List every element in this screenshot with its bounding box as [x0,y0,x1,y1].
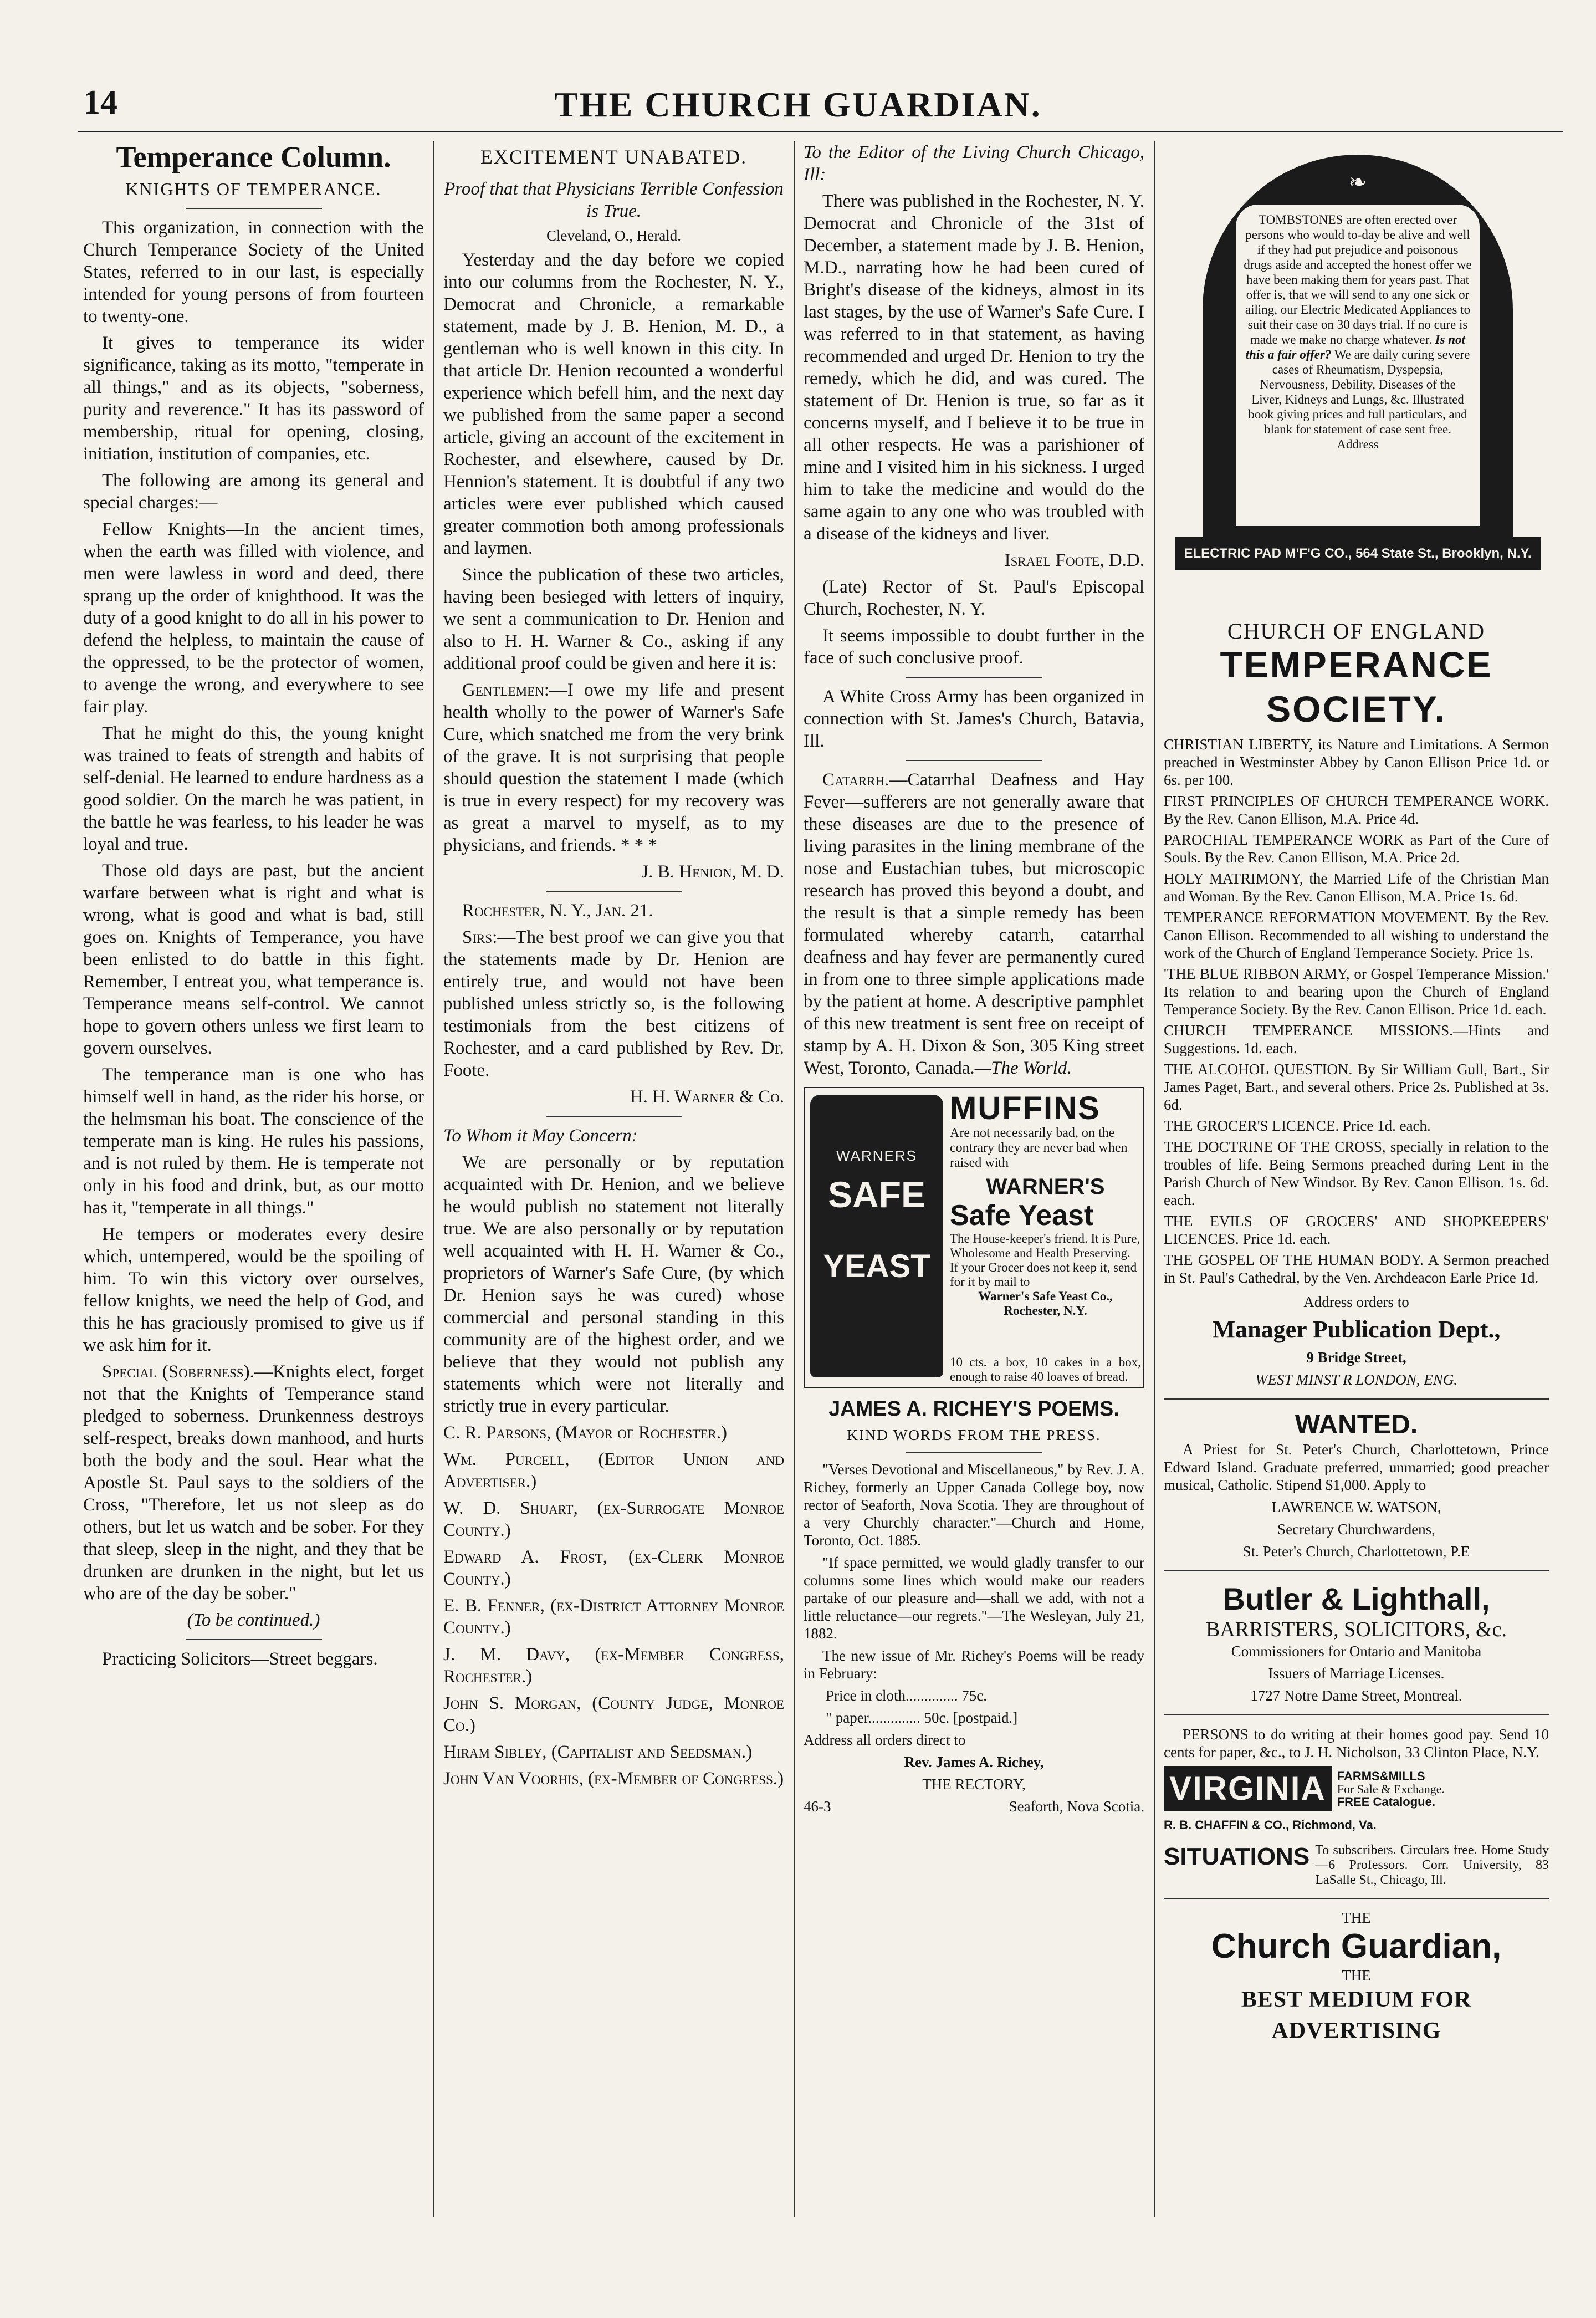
can-label-top: WARNERS [836,1147,917,1164]
column-rule-3 [1154,141,1155,2217]
dateline: Cleveland, O., Herald. [546,227,681,244]
paragraph: There was published in the Rochester, N. Y. Democrat and Chronicle of the 31st of December, a statement made by J. B. Henion, M.D., narrating how he had been cured of Bright's disease of the kidneys, almost in its last stages, by the use of Warner's Safe Cure. I was referred to in that statement, as having recommended and urged Dr. Henion to try the remedy, which he did, and was cured. The statement of Dr. Henion is true, so far as it concerns myself, and I believe it to be true in all other respects. He was a parishioner of mine and I visited him in his sickness. I urged him to take the medicine and would do the same again to any one who was troubled with a disease of the kidneys and liver. [804,191,1144,544]
ad-footer: ELECTRIC PAD M'F'G CO., 564 State St., Brooklyn, N.Y. [1184,546,1532,561]
publication-item: THE GROCER'S LICENCE. Price 1d. each. [1164,1117,1431,1134]
can-label-yeast: YEAST [823,1248,930,1284]
announcement: The new issue of Mr. Richey's Poems will be ready in February: [804,1647,1144,1682]
wanted-ad [1164,1410,1549,1560]
salutation: To Whom it May Concern: [443,1126,638,1146]
ad-line: THE [1342,1909,1371,1926]
address-city: WEST MINST R LONDON, ENG. [1255,1371,1458,1388]
virginia-line: For Sale & Exchange. [1337,1781,1445,1796]
virginia-ad [1164,1766,1549,1811]
virginia-line: FREE Catalogue. [1337,1794,1435,1809]
publication-item: THE GOSPEL OF THE HUMAN BODY. A Sermon preached in St. Paul's Cathedral, by the Ven. Archdeacon Earle Price 1d. [1164,1252,1549,1286]
temperance-column [83,141,424,2248]
contact-name: LAWRENCE W. WATSON, [1271,1499,1441,1515]
signatory: Hiram Sibley, (Capitalist and Seedsman.) [443,1742,753,1762]
divider [1164,1398,1549,1400]
run-in-label: Special (Soberness). [102,1362,254,1382]
church-guardian-ad [1164,1909,1549,2046]
letters-column [804,141,1144,2248]
publication-item: HOLY MATRIMONY, the Married Life of the Christian Man and Woman. By the Rev. Canon Ellison, M.A. Price 1s. 6d. [1164,870,1549,905]
address-street: 9 Bridge Street, [1306,1349,1406,1366]
advertisements-column [1164,141,1549,2248]
signatory: E. B. Fenner, (ex-District Attorney Monroe County.) [443,1596,784,1638]
situations-body: To subscribers. Circulars free. Home Study—6 Professors. Corr. University, 83 LaSalle St., Chicago, Ill. [1315,1843,1549,1887]
article-subheading: Proof that that Physicians Terrible Confession is True. [444,179,784,221]
column-rule-1 [433,141,434,2217]
virginia-line: R. B. CHAFFIN & CO., Richmond, Va. [1164,1818,1377,1832]
run-in-label: Gentlemen: [462,680,549,700]
contact-name: Rev. James A. Richey, [904,1754,1044,1770]
divider [906,760,1042,761]
paragraph: Since the publication of these two articles, having been besieged with letters of inquiry, we sent a communication to Dr. Henion and also to H. H. Warner & Co., asking if any additional proof could be given and here it is: [443,565,784,673]
publication-item: CHRISTIAN LIBERTY, its Nature and Limitations. A Sermon preached in Westminster Abbey by Canon Ellison Price 1d. or 6s. per 100. [1164,736,1549,788]
paragraph-text: —Knights elect, forget not that the Knights of Temperance stand pledged to soberness. Drunkenness destroys self-respect, breaks down manhood, and hurts both the body and the soul. Hear what the Apostle St. Paul says to the soldiers of the Cross, "Therefore, let us not sleep as do others, but let us watch and be sober. For they that sleep, sleep in the night, and they that be drunken are drunken in the night, but let us who are of the day be sober." [83,1362,424,1604]
virginia-line: FARMS&MILLS [1337,1769,1425,1783]
letter-heading: To the Editor of the Living Church Chicago, Ill: [804,142,1144,185]
ad-maker: Warner's Safe Yeast Co., Rochester, N.Y. [978,1289,1113,1318]
butler-lighthall-ad [1164,1581,1549,1704]
review-quote: "Verses Devotional and Miscellaneous," by Rev. J. A. Richey, formerly an Upper Canada College boy, now rector of Seaforth, Nova Scotia. They are throughout of a very Churchly character."—Church and Home, Toronto, Oct. 1885. [804,1461,1144,1549]
page-number: 14 [83,84,117,121]
firm-name: Butler & Lighthall, [1222,1581,1490,1616]
ad-slogan: BEST MEDIUM FOR ADVERTISING [1241,1987,1472,2044]
column-rule-2 [794,141,795,2217]
publication-item: THE EVILS OF GROCERS' AND SHOPKEEPERS' LICENCES. Price 1d. each. [1164,1213,1549,1247]
persons-ad: PERSONS to do writing at their homes good pay. Send 10 cents for paper, &c., to J. H. Nicholson, 33 Clinton Place, N.Y. [1164,1726,1549,1760]
signatory: John S. Morgan, (County Judge, Monroe Co.) [443,1693,784,1735]
situations-word: SITUATIONS [1164,1843,1310,1870]
signature-title: (Late) Rector of St. Paul's Episcopal Church, Rochester, N. Y. [804,577,1144,619]
firm-title: BARRISTERS, SOLICITORS, &c. [1206,1618,1507,1641]
temperance-society-ad [1164,620,1549,1388]
firm-address: 1727 Notre Dame Street, Montreal. [1250,1687,1462,1704]
ad-brand: WARNER'S [986,1175,1105,1199]
run-in-label: Sirs: [462,927,498,947]
continued-note: (To be continued.) [187,1610,320,1630]
safe-yeast-ad [804,1087,1144,1388]
ad-body: We are daily curing severe cases of Rheumatism, Dyspepsia, Nervousness, Debility, Diseases of the Liver, Kidneys and Lungs, &c. Illustrated book giving prices and full particulars, and blank for statement of case sent free. Address [1248,348,1470,451]
paragraph: That he might do this, the young knight was trained to feats of strength and habits of self-denial. He learned to endure hardness as a good soldier. On the march he was patient, in the battle he was fearless, to his leader he was loyal and true. [83,723,424,854]
paragraph-text: —I owe my life and present health wholly to the power of Warner's Safe Cure, which snatched me from the very brink of the grave. It is not surprising that people should question the statement I made (which is true in every respect) for my recovery was as great a marvel to myself, as to my physicians, and friends. * * * [443,680,784,855]
signatory: Edward A. Frost, (ex-Clerk Monroe County.) [443,1547,784,1589]
divider [1164,1570,1549,1571]
paragraph: Those old days are past, but the ancient warfare between what is right and what is wrong, what is good and what is bad, still goes on. Knights of Temperance, you have been enlisted to do battle in this fight. Remember, I entreat you, what temperance is. Temperance means self-control. We cannot hope to govern others unless we first learn to govern ourselves. [83,861,424,1058]
divider [1164,1898,1549,1899]
leaf-ornament-icon: ❧ [1348,170,1367,195]
ad-title: Church Guardian, [1211,1927,1502,1965]
masthead-title: THE CHURCH GUARDIAN. [554,85,1042,124]
virginia-word: VIRGINIA [1164,1766,1332,1811]
divider [546,1116,682,1117]
tombstone-panel [1236,205,1480,526]
yeast-can-illustration [810,1095,943,1377]
publication-item: 'THE BLUE RIBBON ARMY, or Gospel Temperance Mission.' Its relation to and bearing upon the Church of England Temperance Society. By the Rev. Canon Ellison. Price 1d. each. [1164,966,1549,1018]
contact-role: Secretary Churchwardens, [1277,1521,1435,1538]
paragraph: The following are among its general and special charges:— [83,471,424,513]
paragraph [804,769,1144,1079]
ad-title-large: TEMPERANCE SOCIETY. [1220,644,1493,729]
signature: J. B. Henion, M. D. [641,862,784,882]
address-intro: Address all orders direct to [804,1732,966,1748]
publication-item: FIRST PRINCIPLES OF CHURCH TEMPERANCE WORK. By the Rev. Canon Ellison, M.A. Price 4d. [1164,793,1549,827]
paragraph [83,1361,424,1605]
paragraph: We are personally or by reputation acquainted with Dr. Henion, and we believe he would publish no statement not literally true. We are also personally or by reputation well acquainted with H. H. Warner & Co., proprietors of Warner's Safe Cure, (by which Dr. Henion says he was cured) whose commercial and personal standing in this community are of the highest order, and we believe that they would not publish any statements which were not literally and strictly true in every particular. [443,1152,784,1416]
contact-line: THE RECTORY, [922,1776,1026,1793]
paragraph [443,926,784,1081]
divider [906,677,1042,678]
price-line: " paper.............. 50c. [postpaid.] [826,1709,1018,1726]
paragraph: A White Cross Army has been organized in connection with St. James's Church, Batavia, Ill. [804,687,1144,751]
firm-detail: Commissioners for Ontario and Manitoba [1231,1643,1482,1660]
manager-name: Manager Publication Dept., [1212,1316,1501,1343]
dateline: Rochester, N. Y., Jan. 21. [462,901,653,921]
richey-poems-ad [804,1396,1144,1815]
divider [186,1639,322,1640]
paragraph: Practicing Solicitors—Street beggars. [102,1649,378,1669]
situations-ad [1164,1843,1549,1888]
ad-price: 10 cts. a box, 10 cakes in a box, enough to raise 40 loaves of bread. [950,1355,1141,1383]
publication-item: THE ALCOHOL QUESTION. By Sir William Gull, Bart., Sir James Paget, Bart., and several others. Price 2s. Published at 3s. 6d. [1164,1061,1549,1113]
publication-item: THE DOCTRINE OF THE CROSS, specially in relation to the troubles of life. Being Sermons preached during Lent in the Parish Church of New Windsor. By Rev. Canon Ellison. 1s. 6d. each. [1164,1138,1549,1208]
column-heading: Temperance Column. [116,141,391,173]
signatory: C. R. Parsons, (Mayor of Rochester.) [443,1423,728,1443]
ad-title: JAMES A. RICHEY'S POEMS. [828,1397,1119,1421]
header-rule [78,131,1563,132]
paragraph: Yesterday and the day before we copied into our columns from the Rochester, N. Y., Democrat and Chronicle, a remarkable statement, made by J. B. Henion, M. D., a gentleman who is well known in this city. In that article Dr. Henion recounted a wonderful experience which befell him, and the next day we published from the same paper a second article, giving an account of the excitement in Rochester, and elsewhere, caused by Dr. Hennion's statement. It is doubtful if any two articles were ever published which caused greater commotion both among professionals and laymen. [443,250,784,558]
ad-body: A Priest for St. Peter's Church, Charlottetown, Prince Edward Island. Graduate preferred, unmarried; good preacher musical, Catholic. Stipend $1,000. Apply to [1164,1441,1549,1493]
signatory: J. M. Davy, (ex-Member Congress, Rochester.) [443,1645,784,1687]
paragraph: The temperance man is one who has himself well in hand, as the rider his horse, or the helmsman his boat. The conscience of the temperate man is king. He rules his passions, and is not ruled by them. He is temperate not only in his food and drink, but, as our motto has it, "temperate in all things." [83,1065,424,1218]
publication-item: PAROCHIAL TEMPERANCE WORK as Part of the Cure of Souls. By the Rev. Canon Ellison, M.A. Price 2d. [1164,831,1549,866]
paragraph: He tempers or moderates every desire which, untempered, would be the spoiling of him. To win this victory over ourselves, fellow knights, we need the help of God, and this he has graciously promised to give us if we ask him for it. [83,1224,424,1355]
excitement-column [443,141,784,2248]
paragraph: It gives to temperance its wider significance, taking as its motto, "temperate in all things," and as its objects, "soberness, purity and reverence." It has its password of membership, ritual for opening, closing, initiation, institution of companies, etc. [83,333,424,464]
paragraph-text: —The best proof we can give you that the statements made by Dr. Henion are entirely true, and would not have been published unless strictly so, is the following testimonials from the best citizens of Rochester, and a card published by Rev. Dr. Foote. [443,927,784,1080]
paragraph [443,679,784,856]
can-label-safe: SAFE [827,1174,926,1215]
ad-title: MUFFINS [950,1090,1101,1126]
paragraph-text: —Catarrhal Deafness and Hay Fever—sufferers are not generally aware that these diseases are due to the presence of living parasites in the lining membrane of the nose and Eustachian tubes, but microscopic research has proved this beyond a doubt, and the result is that a simple remedy has been formulated whereby catarrh, catarrhal deafness and hay fever are permanently cured in from one to three simple applications made by the patient at home. A descriptive pamphlet of this new treatment is sent free on receipt of stamp by A. H. Dixon & Son, 305 King street West, Toronto, Canada. [804,770,1144,1078]
paragraph: This organization, in connection with the Church Temperance Society of the United States, referred to in our last, is especially intended for young persons of from fourteen to twenty-one. [83,218,424,326]
tombstones-ad [1164,144,1549,615]
paragraph: It seems impossible to doubt further in the face of such conclusive proof. [804,626,1144,668]
price-line: Price in cloth.............. 75c. [826,1687,987,1704]
source-credit: —The World. [974,1058,1072,1078]
ad-title: WANTED. [1295,1410,1418,1439]
signature: Israel Foote, D.D. [1004,550,1144,570]
ad-subtext: Are not necessarily bad, on the contrary they are never bad when raised with [950,1126,1128,1170]
contact-line [804,1798,1144,1815]
publication-item: CHURCH TEMPERANCE MISSIONS.—Hints and Suggestions. 1d. each. [1164,1022,1549,1056]
article-heading: EXCITEMENT UNABATED. [480,146,748,168]
address-intro: Address orders to [1303,1294,1409,1310]
review-quote: "If space permitted, we would gladly transfer to our columns some lines which would make our readers partake of our pleasure and—shall we add, with not a little reluctance—our regrets."—The Wesleyan, July 21, 1882. [804,1554,1144,1642]
contact-church: St. Peter's Church, Charlottetown, P.E [1242,1543,1470,1560]
ad-emphasis: Is not this a fair offer? [1245,333,1465,361]
contact-town: Seaforth, Nova Scotia. [1009,1798,1144,1815]
divider [546,891,682,892]
ad-brand-name: Safe Yeast [950,1199,1094,1232]
run-in-label: Catarrh. [822,770,889,790]
section-subheading: KNIGHTS OF TEMPERANCE. [125,179,382,199]
divider [906,1452,1042,1453]
firm-detail: Issuers of Marriage Licenses. [1268,1665,1445,1682]
signatory: Wm. Purcell, (Editor Union and Advertiser.) [443,1449,784,1492]
ad-body: TOMBSTONES are often erected over persons who would to-day be alive and well if they had put prejudice and poisonous drugs aside and accepted the honest offer we have been making them for years past. That offer is, that we will send to any one sick or ailing, our Electric Medicated Appliances to suit their case on 30 days trial. If no cure is made we make no charge whatever. [1244,213,1472,346]
ad-code: 46-3 [804,1798,831,1815]
publication-item: TEMPERANCE REFORMATION MOVEMENT. By the Rev. Canon Ellison. Recommended to all wishing to understand the work of the Church of England Temperance Society. Price 1s. [1164,909,1549,961]
signatory: John Van Voorhis, (ex-Member of Congress.) [443,1769,784,1789]
ad-subtitle: KIND WORDS FROM THE PRESS. [847,1427,1101,1443]
divider [186,208,322,209]
paragraph: Fellow Knights—In the ancient times, when the earth was filled with violence, and men were lawless in word and deed, there sprang up the order of knighthood. It was the duty of a good knight to do all in his power to defend the helpless, to maintain the cause of the oppressed, to be the protector of women, to avenge the wrong, and everywhere to see fair play. [83,519,424,717]
ad-title: CHURCH OF ENGLAND [1227,619,1486,644]
ad-body: The House-keeper's friend. It is Pure, Wholesome and Health Preserving. If your Grocer does not keep it, send for it by mail to [950,1232,1140,1289]
divider [1164,1714,1549,1715]
signature: H. H. Warner & Co. [630,1087,784,1107]
ad-line: THE [1342,1967,1371,1984]
signatory: W. D. Shuart, (ex-Surrogate Monroe County.) [443,1498,784,1540]
